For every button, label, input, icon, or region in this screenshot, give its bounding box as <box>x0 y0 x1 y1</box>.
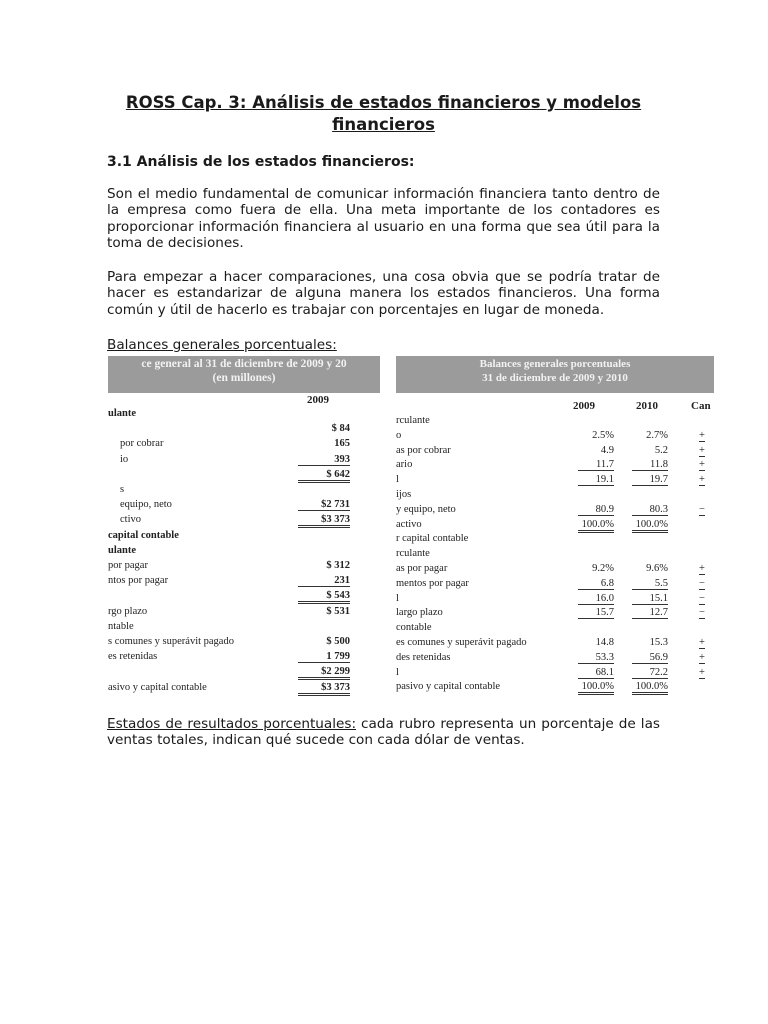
table1-row-label: ntos por pagar <box>108 575 169 587</box>
table1-row-value: $2 731 <box>298 499 350 511</box>
table2-row-label: l <box>396 666 399 678</box>
table2-row-value-2009: 6.8 <box>578 578 614 590</box>
estados-text: cada rubro representa un porcentaje de las ventas totales, indican qué sucede con cada dólar de ventas. <box>107 716 660 749</box>
table2-row-label: as por cobrar <box>396 444 451 456</box>
table2-row-value-2009: 11.7 <box>578 459 614 471</box>
table2-row-change: + <box>699 651 705 663</box>
table1-row-label: capital contable <box>108 529 179 541</box>
table1-row-value: $3 373 <box>298 682 350 696</box>
paragraph-intro: Son el medio fundamental de comunicar información financiera tanto dentro de la empresa como fuera de ella. Una meta importante de los contadores es proporcionar información financiera al usuario en una forma que sea útil para la toma de decisiones. <box>107 186 660 252</box>
document-title: ROSS Cap. 3: Análisis de estados financieros y modelos financieros <box>125 93 642 134</box>
table2-row-value-2010: 5.5 <box>632 578 668 590</box>
table1-row-value: $ 531 <box>326 605 350 617</box>
table2-row-label: l <box>396 592 399 604</box>
table2-row-value-2009: 15.7 <box>578 607 614 619</box>
table1-row-value: $ 543 <box>298 590 350 604</box>
table2-row-value-2009: 100.0% <box>578 519 614 533</box>
table1-row-value: $2 299 <box>298 666 350 680</box>
table2-row-label: largo plazo <box>396 607 443 619</box>
paragraph-comparaciones: Para empezar a hacer comparaciones, una cosa obvia que se podría tratar de hacer es estandarizar de alguna manera los estados financieros. Una forma común y útil de hacerlo es trabajar con porcentajes en lugar de moneda. <box>107 269 660 318</box>
table2-row-change: − <box>699 607 705 619</box>
table2-row-label: l <box>396 474 399 486</box>
table2-row-value-2009: 80.9 <box>578 504 614 516</box>
table1-row-label: ulante <box>108 544 137 556</box>
table2-row-change: − <box>699 503 705 515</box>
table2-row-value-2010: 56.9 <box>632 652 668 664</box>
table2-row-value-2009: 4.9 <box>600 444 614 456</box>
table1-row-label: por cobrar <box>120 438 164 450</box>
table1-row-value: $ 500 <box>326 636 350 647</box>
table2-row-label: rculante <box>396 415 430 426</box>
table1-row-value: $3 373 <box>298 514 350 528</box>
table1-row-value: $ 312 <box>326 560 350 571</box>
table2-row-change: + <box>699 637 705 648</box>
table2-row-change: − <box>699 592 705 604</box>
table1-year: 2009 <box>307 394 329 406</box>
table2-row-label: rculante <box>396 548 430 560</box>
table2-row-value-2009: 19.1 <box>578 474 614 486</box>
table2-row-label: des retenidas <box>396 651 451 663</box>
table2-row-value-2010: 15.3 <box>649 637 668 648</box>
table2-row-change: − <box>699 577 705 589</box>
table2-row-change: + <box>699 666 705 678</box>
table2-row-label: o <box>396 429 402 441</box>
table2-row-label: es comunes y superávit pagado <box>396 637 527 648</box>
table2-row-label: r capital contable <box>396 533 469 545</box>
table2-row-value-2009: 14.8 <box>595 637 614 648</box>
table2-row-value-2010: 80.3 <box>632 504 668 516</box>
table1-row-label: io <box>120 453 129 465</box>
table1-header <box>108 356 380 393</box>
balance-table-millones <box>108 356 380 702</box>
table1-header-line2: (en millones) <box>212 372 276 384</box>
table1-row-label: ntable <box>108 620 134 632</box>
table2-row-label: activo <box>396 518 422 530</box>
table2-row-label: pasivo y capital contable <box>396 681 501 693</box>
table1-row-value: $ 84 <box>331 423 350 435</box>
table1-row-label: ctivo <box>120 514 141 526</box>
table2-row-label: mentos por pagar <box>396 577 469 589</box>
table1-header-line1: ce general al 31 de diciembre de 2009 y 20 <box>141 358 347 370</box>
table2-row-change: + <box>699 563 705 574</box>
table2-col-2009: 2009 <box>573 400 595 412</box>
table2-row <box>396 681 714 699</box>
table2-row-value-2010: 11.8 <box>632 459 668 471</box>
table2-row-change: + <box>699 474 705 486</box>
table2-row-label: as por pagar <box>396 563 448 574</box>
table2-row-value-2009: 68.1 <box>578 667 614 679</box>
table2-row-value-2010: 100.0% <box>632 519 668 533</box>
table2-row-value-2009: 53.3 <box>578 652 614 664</box>
table2-row-label: ijos <box>396 489 412 500</box>
table1-row-label: rgo plazo <box>108 605 148 617</box>
table2-row-label: ario <box>396 459 413 471</box>
table2-col-cambio: Can <box>691 400 711 412</box>
table1-row-value: 1 799 <box>298 651 350 663</box>
table2-row-value-2010: 72.2 <box>632 667 668 679</box>
estados-label: Estados de resultados porcentuales: <box>107 716 357 732</box>
table2-row-value-2010: 12.7 <box>632 607 668 619</box>
balances-label: Balances generales porcentuales: <box>107 337 337 353</box>
table1-row-label: ulante <box>108 408 137 419</box>
paragraph-estados <box>107 716 660 749</box>
table2-row-value-2009: 16.0 <box>578 593 614 605</box>
table2-row-label: y equipo, neto <box>396 503 456 515</box>
table2-row-change: + <box>699 459 705 471</box>
table1-row-label: equipo, neto <box>120 499 172 511</box>
table1-row-value: $ 642 <box>298 469 350 483</box>
table2-row-value-2009: 9.2% <box>592 563 614 574</box>
table1-row-value: 231 <box>298 575 350 587</box>
table1-row-value: 165 <box>334 438 350 450</box>
table1-row-label: por pagar <box>108 560 148 571</box>
table2-row-value-2010: 100.0% <box>632 681 668 695</box>
table1-row-value: 393 <box>298 454 350 466</box>
table2-row-value-2009: 100.0% <box>578 681 614 695</box>
section-heading: 3.1 Análisis de los estados financieros: <box>107 154 415 170</box>
table1-row-label: es retenidas <box>108 651 158 663</box>
table2-row-change: + <box>699 444 705 456</box>
table2-row-change: + <box>699 429 705 441</box>
table2-row-value-2010: 9.6% <box>646 563 668 574</box>
table2-row-label: contable <box>396 622 432 634</box>
table1-row-label: s <box>120 484 125 495</box>
table2-row-value-2010: 2.7% <box>646 429 668 441</box>
table2-col-2010: 2010 <box>636 400 658 412</box>
table2-row-value-2010: 15.1 <box>632 593 668 605</box>
table2-row-value-2010: 19.7 <box>632 474 668 486</box>
balance-table-porcentual <box>396 356 714 702</box>
table2-header-line1: Balances generales porcentuales <box>479 358 631 370</box>
table1-row-label: asivo y capital contable <box>108 681 207 693</box>
table2-header-line2: 31 de diciembre de 2009 y 2010 <box>482 372 628 384</box>
table2-row-value-2009: 2.5% <box>592 429 614 441</box>
table1-row <box>108 682 380 700</box>
table1-row-label: s comunes y superávit pagado <box>108 636 234 647</box>
table2-row-value-2010: 5.2 <box>654 444 668 456</box>
table2-header <box>396 356 714 393</box>
